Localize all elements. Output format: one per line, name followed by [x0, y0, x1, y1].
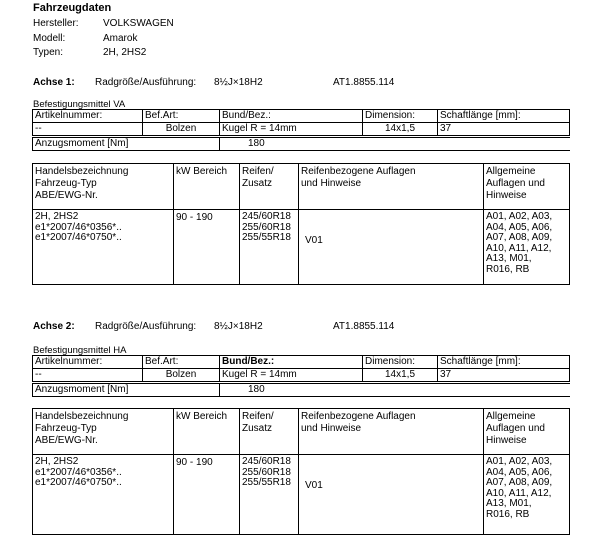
axle1-torque-row [32, 137, 570, 151]
axle2-torque-row [32, 383, 570, 397]
types-value: 2H, 2HS2 [103, 47, 147, 58]
torque-label: Anzugsmoment [Nm] [33, 384, 220, 397]
detail-general: A01, A02, A03, A04, A05, A06, A07, A08, A09, A10, A11, A12, A13, M01, R016, RB [484, 455, 570, 535]
manufacturer-value: VOLKSWAGEN [103, 18, 174, 29]
fastener-dimension-value: 14x1,5 [363, 369, 438, 382]
axle1-fastener-title: Befestigungsmittel VA [33, 99, 126, 110]
detail-general: A01, A02, A03, A04, A05, A06, A07, A08, A09, A10, A11, A12, A13, M01, R016, RB [484, 210, 570, 285]
axle1-size-label: Radgröße/Ausführung: [95, 77, 197, 88]
axle1-part-number: AT1.8855.114 [333, 77, 395, 88]
fastener-article-value: -- [33, 123, 143, 136]
detail-header-kw: kW Bereich [174, 164, 240, 210]
detail-tire-note: V01 [299, 455, 484, 535]
detail-header-general: Allgemeine Auflagen und Hinweise [484, 164, 570, 210]
axle2-label: Achse 2: [33, 321, 75, 332]
detail-tires: 245/60R18 255/60R18 255/55R18 [240, 210, 299, 285]
axle2-size-value: 8½J×18H2 [214, 321, 263, 332]
fastener-header-shaft: Schaftlänge [mm]: [438, 110, 570, 123]
fastener-type-value: Bolzen [143, 369, 220, 382]
fastener-dimension-value: 14x1,5 [363, 123, 438, 136]
torque-value: 180 [220, 384, 570, 397]
fastener-collar-value: Kugel R = 14mm [220, 369, 363, 382]
detail-header-vehicle: Handelsbezeichnung Fahrzeug-Typ ABE/EWG-Nr. [33, 164, 174, 210]
torque-label: Anzugsmoment [Nm] [33, 138, 220, 151]
axle1-detail-table [32, 163, 570, 285]
model-value: Amarok [103, 33, 138, 44]
detail-header-tires: Reifen/ Zusatz [240, 409, 299, 455]
types-label: Typen: [33, 47, 64, 58]
detail-tire-note: V01 [299, 210, 484, 285]
detail-tires: 245/60R18 255/60R18 255/55R18 [240, 455, 299, 535]
detail-header-kw: kW Bereich [174, 409, 240, 455]
detail-vehicle: 2H, 2HS2 e1*2007/46*0356*.. e1*2007/46*0750*.. [33, 210, 174, 285]
fastener-header-collar: Bund/Bez.: [220, 356, 363, 369]
axle1-size-value: 8½J×18H2 [214, 77, 263, 88]
fastener-header-type: Bef.Art: [143, 110, 220, 123]
detail-header-vehicle: Handelsbezeichnung Fahrzeug-Typ ABE/EWG-Nr. [33, 409, 174, 455]
fastener-type-value: Bolzen [143, 123, 220, 136]
fastener-header-article: Artikelnummer: [33, 356, 143, 369]
fastener-header-shaft: Schaftlänge [mm]: [438, 356, 570, 369]
detail-kw: 90 - 190 [174, 455, 240, 535]
detail-header-tire-notes: Reifenbezogene Auflagen und Hinweise [299, 409, 484, 455]
fastener-shaft-value: 37 [438, 369, 570, 382]
detail-vehicle: 2H, 2HS2 e1*2007/46*0356*.. e1*2007/46*0750*.. [33, 455, 174, 535]
detail-kw: 90 - 190 [174, 210, 240, 285]
axle2-size-label: Radgröße/Ausführung: [95, 321, 197, 332]
torque-value: 180 [220, 138, 570, 151]
model-label: Modell: [33, 33, 66, 44]
axle1-fastener-table [32, 109, 570, 136]
page-title: Fahrzeugdaten [33, 2, 112, 14]
fastener-header-dimension: Dimension: [363, 356, 438, 369]
axle2-part-number: AT1.8855.114 [333, 321, 395, 332]
axle1-label: Achse 1: [33, 77, 75, 88]
fastener-article-value: -- [33, 369, 143, 382]
fastener-shaft-value: 37 [438, 123, 570, 136]
axle2-fastener-table [32, 355, 570, 382]
detail-header-tires: Reifen/ Zusatz [240, 164, 299, 210]
fastener-collar-value: Kugel R = 14mm [220, 123, 363, 136]
manufacturer-label: Hersteller: [33, 18, 79, 29]
detail-header-tire-notes: Reifenbezogene Auflagen und Hinweise [299, 164, 484, 210]
fastener-header-dimension: Dimension: [363, 110, 438, 123]
fastener-header-type: Bef.Art: [143, 356, 220, 369]
detail-header-general: Allgemeine Auflagen und Hinweise [484, 409, 570, 455]
axle2-detail-table [32, 408, 570, 535]
fastener-header-collar: Bund/Bez.: [220, 110, 363, 123]
fastener-header-article: Artikelnummer: [33, 110, 143, 123]
axle2-fastener-title: Befestigungsmittel HA [33, 345, 127, 356]
